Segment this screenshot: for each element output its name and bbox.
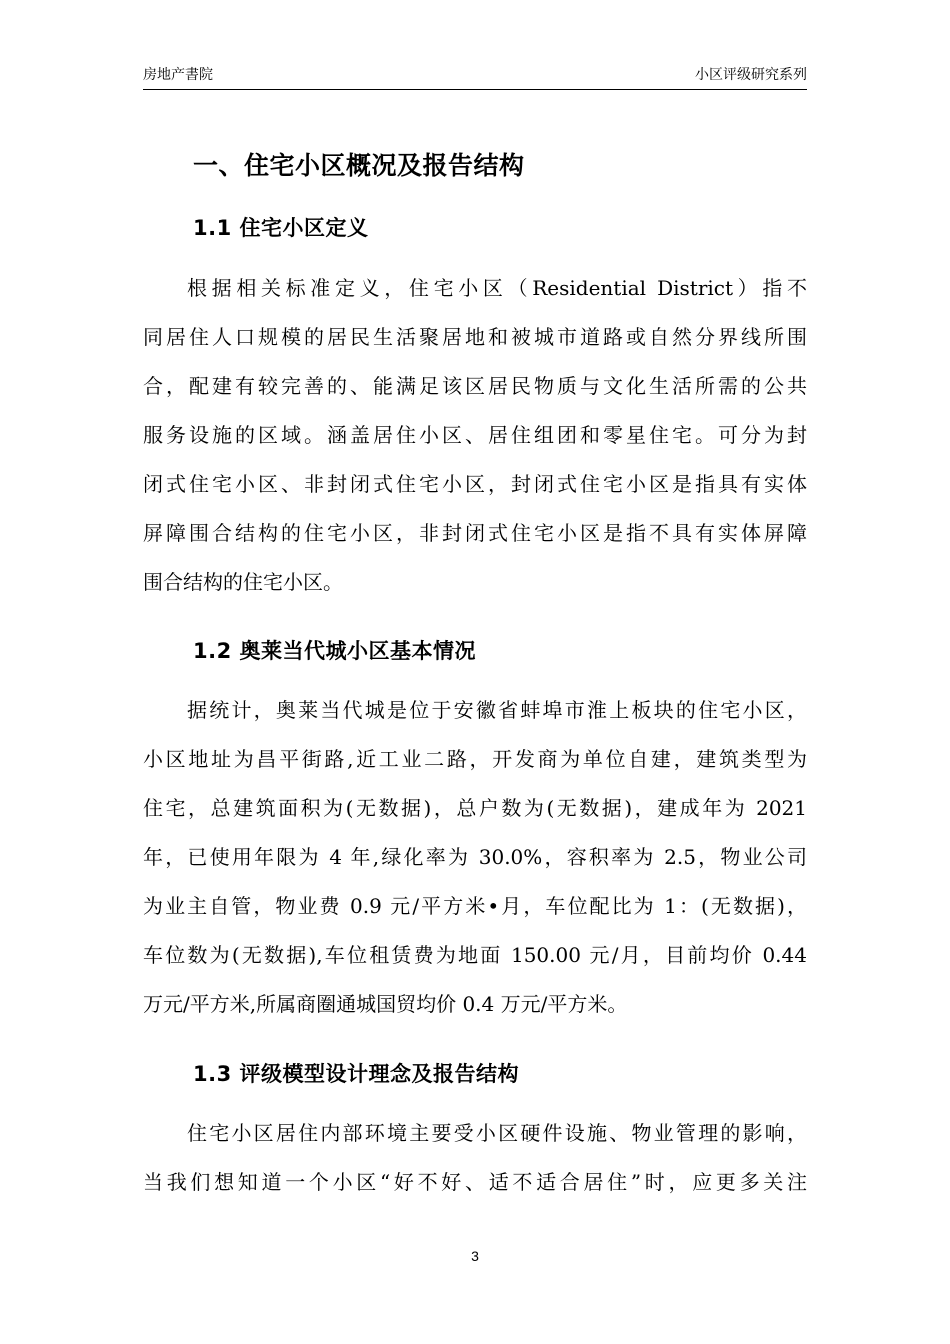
paragraph-line: 住宅，总建筑面积为(无数据)，总户数为(无数据)，建成年为 2021 bbox=[143, 796, 807, 820]
paragraph-line: 当我们想知道一个小区“好不好、适不适合居住”时，应更多关注 bbox=[143, 1170, 807, 1194]
paragraph-line: 年，已使用年限为 4 年,绿化率为 30.0%，容积率为 2.5，物业公司 bbox=[143, 845, 807, 869]
section-heading-1-1: 1.1 住宅小区定义 bbox=[193, 216, 369, 240]
page-header bbox=[143, 64, 807, 86]
paragraph-line: 住宅小区居住内部环境主要受小区硬件设施、物业管理的影响， bbox=[187, 1121, 807, 1145]
header-series-title: 小区评级研究系列 bbox=[695, 67, 807, 83]
chapter-heading: 一、住宅小区概况及报告结构 bbox=[193, 151, 525, 180]
section-heading-1-3: 1.3 评级模型设计理念及报告结构 bbox=[193, 1062, 520, 1086]
paragraph-line: 服务设施的区域。涵盖居住小区、居住组团和零星住宅。可分为封 bbox=[143, 423, 807, 447]
paragraph-line: 万元/平方米,所属商圈通城国贸均价 0.4 万元/平方米。 bbox=[143, 992, 628, 1016]
paragraph-line: 为业主自管，物业费 0.9 元/平方米•月，车位配比为 1：(无数据)， bbox=[143, 894, 807, 918]
paragraph-line: 同居住人口规模的居民生活聚居地和被城市道路或自然分界线所围 bbox=[143, 325, 807, 349]
paragraph-line: 车位数为(无数据),车位租赁费为地面 150.00 元/月，目前均价 0.44 bbox=[143, 943, 807, 967]
paragraph-line: 根据相关标准定义，住宅小区（Residential District）指不 bbox=[187, 276, 807, 300]
header-publisher: 房地产書院 bbox=[143, 67, 213, 83]
paragraph-line: 围合结构的住宅小区。 bbox=[143, 570, 343, 594]
section-heading-1-2: 1.2 奥莱当代城小区基本情况 bbox=[193, 639, 477, 663]
section-paragraph-1-2 bbox=[143, 686, 807, 1029]
paragraph-line: 屏障围合结构的住宅小区，非封闭式住宅小区是指不具有实体屏障 bbox=[143, 521, 807, 545]
section-paragraph-1-3 bbox=[143, 1109, 807, 1207]
paragraph-line: 小区地址为昌平街路,近工业二路，开发商为单位自建，建筑类型为 bbox=[143, 747, 807, 771]
paragraph-line: 合，配建有较完善的、能满足该区居民物质与文化生活所需的公共 bbox=[143, 374, 807, 398]
header-divider bbox=[143, 89, 807, 90]
page-number: 3 bbox=[471, 1248, 479, 1264]
paragraph-line: 据统计，奥莱当代城是位于安徽省蚌埠市淮上板块的住宅小区， bbox=[187, 698, 807, 722]
paragraph-line: 闭式住宅小区、非封闭式住宅小区，封闭式住宅小区是指具有实体 bbox=[143, 472, 807, 496]
section-paragraph-1-1 bbox=[143, 264, 807, 607]
